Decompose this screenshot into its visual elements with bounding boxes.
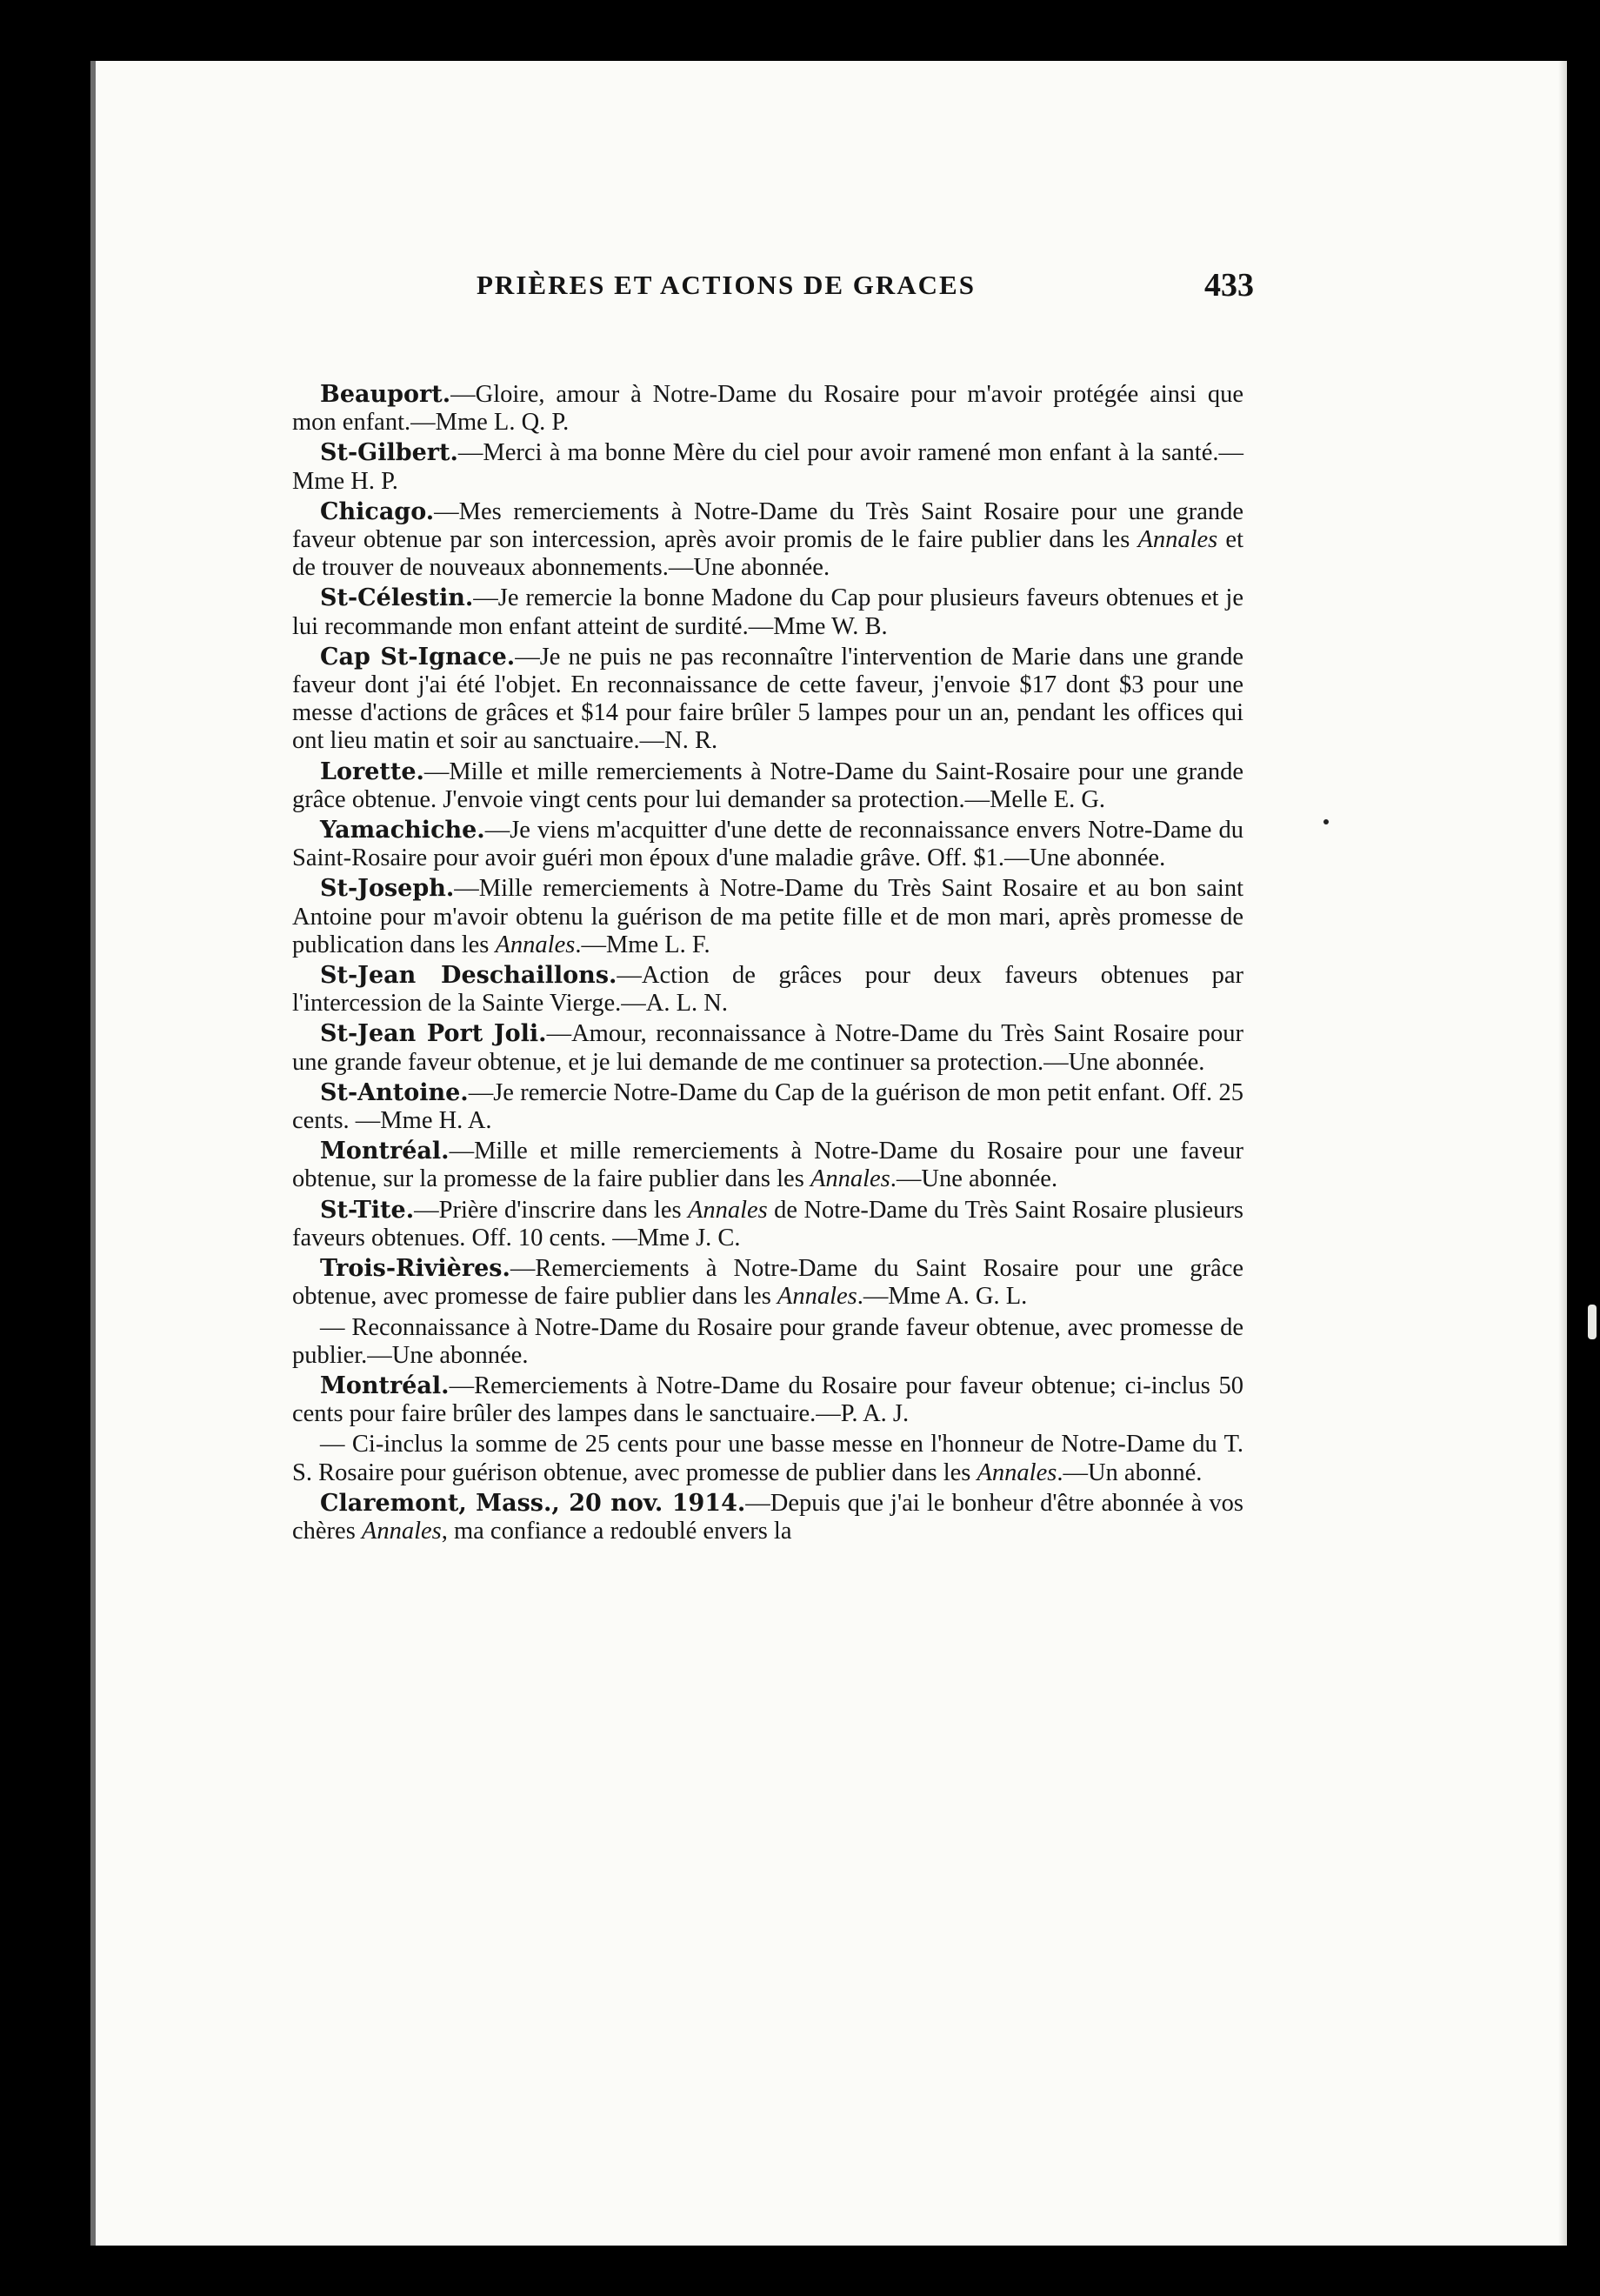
entry-place: Claremont, Mass., 20 nov. 1914.: [320, 1489, 746, 1517]
entry: [292, 758, 1243, 814]
entry-place: St-Joseph.: [320, 875, 455, 903]
scan-speck: [1323, 819, 1329, 824]
entry-text-end: .—Mme A. G. L.: [857, 1283, 1028, 1311]
entry-text: —Mes remerciements à Notre-Dame du Très Saint Rosaire pour une grande faveur obtenue par son intercession, après avoir promis de le faire publier dans les: [292, 497, 1243, 554]
entry-text: —Remerciements à Notre-Dame du Rosaire pour faveur obtenue; ci-inclus 50 cents pour faire brûler des lampes dans le sanctuaire.—P. A. J.: [292, 1372, 1243, 1428]
entry: [292, 1079, 1243, 1135]
entry-place: Chicago.: [320, 497, 435, 525]
entry-text-end: et de trouver de nouveaux abonnements.—Une abonnée.: [292, 526, 1243, 582]
entry-text: —Je remercie la bonne Madone du Cap pour plusieurs faveurs obtenues et je lui recommande mon enfant atteint de surdité.—Mme W. B.: [292, 584, 1243, 640]
entry: [292, 1431, 1243, 1486]
entry: [292, 1372, 1243, 1428]
entry-text: —Depuis que j'ai le bonheur d'être abonnée à vos chères: [292, 1489, 1243, 1545]
scan-edge-mark: [1588, 1305, 1597, 1339]
entry-text: — Ci-inclus la somme de 25 cents pour une basse messe en l'honneur de Notre-Dame du T. S. Rosaire pour guérison obtenue, avec promesse de publier dans les: [292, 1431, 1243, 1486]
entry-text-end: .—Un abonné.: [1057, 1458, 1203, 1486]
entry-title: Annales: [687, 1196, 768, 1224]
entry: [292, 1255, 1243, 1311]
entry-title: Annales: [777, 1283, 857, 1311]
entry-text: —Je viens m'acquitter d'une dette de reconnaissance envers Notre-Dame du Saint-Rosaire pour avoir guéri mon époux d'une maladie grâve. Off. $1.—Une abonnée.: [292, 817, 1243, 872]
entry-text: —Mille et mille remerciements à Notre-Dame du Rosaire pour une faveur obtenue, sur la promesse de la faire publier dans les: [292, 1138, 1243, 1193]
entry: [292, 1314, 1243, 1370]
entry-text: —Mille remerciements à Notre-Dame du Très Saint Rosaire et au bon saint Antoine pour m'avoir obtenu la guérison de ma petite fille et de mon mari, après promesse de publication dans les: [292, 875, 1243, 958]
entry-place: Lorette.: [320, 758, 424, 785]
entry-text: — Reconnaissance à Notre-Dame du Rosaire pour grande faveur obtenue, avec promesse de publier.—Une abonnée.: [292, 1313, 1243, 1369]
entry: [292, 584, 1243, 640]
entry-place: St-Célestin.: [320, 584, 474, 612]
entry: [292, 875, 1243, 959]
entry-place: St-Jean Deschaillons.: [320, 962, 617, 990]
entry-text-end: , ma confiance a redoublé envers la: [441, 1517, 792, 1545]
running-title: PRIÈRES ET ACTIONS DE GRACES: [477, 270, 976, 300]
entry-place: St-Tite.: [320, 1196, 415, 1224]
entry-title: Annales: [361, 1517, 442, 1545]
entry-place: Montréal.: [320, 1138, 450, 1165]
entry: [292, 644, 1243, 756]
entry-place: Beauport.: [320, 381, 451, 408]
entry: [292, 381, 1243, 437]
entry-place: Yamachiche.: [320, 817, 485, 844]
body-text: [292, 381, 1243, 1548]
entry-text: —Mille et mille remerciements à Notre-Dame du Saint-Rosaire pour une grande grâce obtenue. J'envoie vingt cents pour lui demander sa protection.—Melle E. G.: [292, 758, 1243, 813]
entry: [292, 1197, 1243, 1252]
entry-text-end: .—Mme L. F.: [575, 931, 710, 958]
entry-text: —Action de grâces pour deux faveurs obtenues par l'intercession de la Sainte Vierge.—A. L. N.: [292, 962, 1243, 1018]
entry: [292, 962, 1243, 1018]
entry-text: —Amour, reconnaissance à Notre-Dame du Très Saint Rosaire pour une grande faveur obtenue, et je lui demande de me continuer sa protection.—Une abonnée.: [292, 1020, 1243, 1076]
entry-place: St-Antoine.: [320, 1078, 469, 1106]
entry-place: St-Jean Port Joli.: [320, 1020, 547, 1048]
entry-title: Annales: [810, 1165, 890, 1193]
entry-text: —Gloire, amour à Notre-Dame du Rosaire pour m'avoir protégée ainsi que mon enfant.—Mme L. Q. P.: [292, 381, 1243, 437]
page-number: 433: [1204, 267, 1254, 304]
entry-place: Trois-Rivières.: [320, 1255, 510, 1283]
entry: [292, 817, 1243, 872]
entry-place: Cap St-Ignace.: [320, 643, 516, 671]
entry-place: St-Gilbert.: [320, 439, 458, 467]
entry-title: Annales: [1137, 526, 1218, 554]
entry-text: —Merci à ma bonne Mère du ciel pour avoir ramené mon enfant à la santé.—Mme H. P.: [292, 439, 1243, 495]
entry: [292, 1020, 1243, 1076]
entry-text: —Je ne puis ne pas reconnaître l'intervention de Marie dans une grande faveur dont j'ai été l'objet. En reconnaissance de cette faveur, j'envoie $17 dont $3 pour une messe d'actions de grâces et $14 pour faire brûler 5 lampes pour un an, pendant les offices qui ont lieu matin et soir au sanctuaire.—N. R.: [292, 643, 1244, 755]
entry-place: Montréal.: [320, 1372, 450, 1399]
entry: [292, 439, 1243, 495]
entry-title: Annales: [977, 1458, 1057, 1486]
entry: [292, 1138, 1243, 1193]
entry-text-end: de Notre-Dame du Très Saint Rosaire plusieurs faveurs obtenues. Off. 10 cents. —Mme J. C.: [292, 1196, 1243, 1251]
page-edge: [1558, 61, 1567, 2246]
entry-text: —Prière d'inscrire dans les: [414, 1196, 688, 1224]
entry-text: —Remerciements à Notre-Dame du Saint Rosaire pour une grâce obtenue, avec promesse de faire publier dans les: [292, 1255, 1243, 1311]
entry-text-end: .—Une abonnée.: [890, 1165, 1058, 1193]
entry: [292, 1490, 1243, 1545]
entry-text: —Je remercie Notre-Dame du Cap de la guérison de mon petit enfant. Off. 25 cents. —Mme H. A.: [292, 1078, 1243, 1135]
entry: [292, 498, 1243, 583]
page-header: [388, 259, 1254, 311]
entry-title: Annales: [495, 931, 576, 958]
